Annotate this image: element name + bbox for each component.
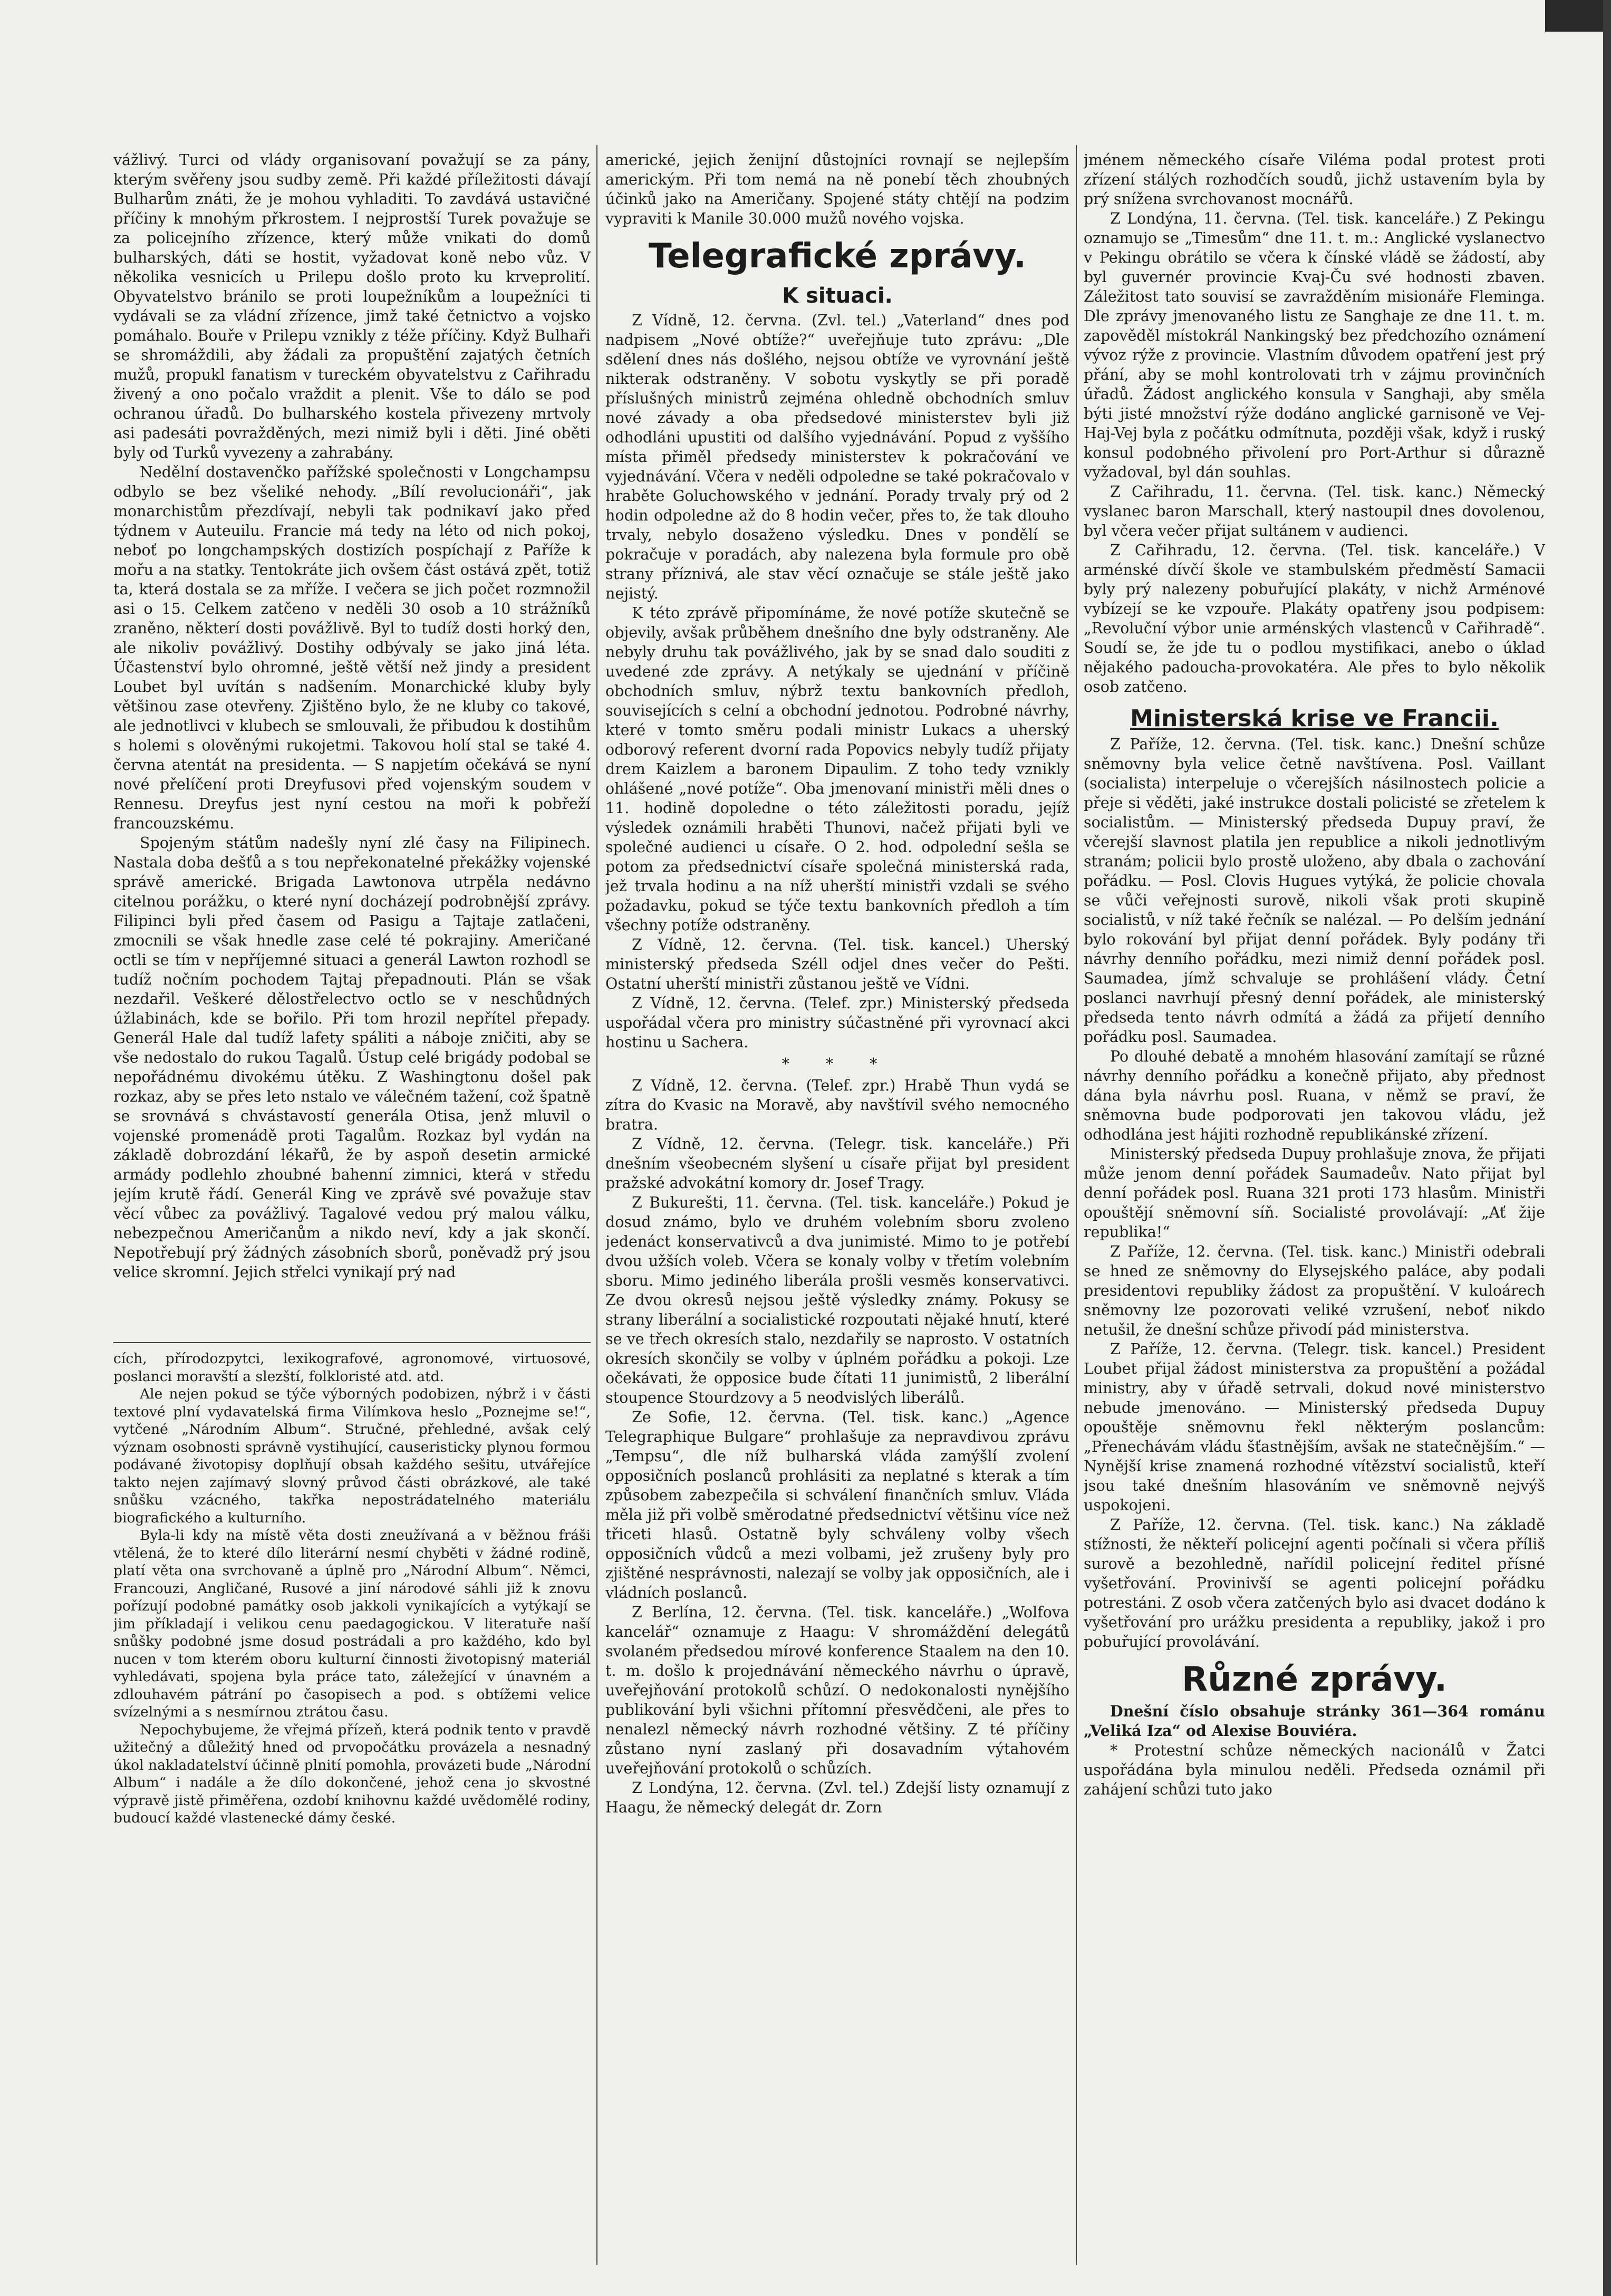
column-3 [1084, 150, 1545, 2254]
col2-paragraph: Z Vídně, 12. června. (Telef. zpr.) Ministerský předseda uspořádal včera pro ministry súčastněné při vyrovnací akci hostinu u Sachera. [605, 995, 1069, 1051]
col1-paragraph: Nedělní dostavenčko pařížské společnosti v Longchampsu odbylo se bez všeliké nehody. „Bílí revolucionáři“, jak monarchistům přezdívají, nebyli tak podnikaví jako před týdnem v Auteuilu. Francie má tedy na léto od nich pokoj, neboť po longchampských dostizích pospíchají z Paříže k mořu a na statky. Tentokráte jich ovšem část ostává zpět, totiž ta, která dostala se za mříže. I večera se jich počet rozmnožil asi o 15. Celkem zatčeno v neděli 30 osob a 10 strážníků zraněno, některí dosti povážlivě. Byl to tudíž dosti horký den, ale nikoliv povážlivý. Dostihy odbývaly se jako jiná léta. Účastenství bylo ohromné, ještě větší než jindy a president Loubet byl uvítán s nadšením. Monarchické kluby byly většinou zase otevřeny. Zjištěno bylo, že ne kluby co takové, ale jednotlivci v klubech se smlouvali, že přibudou k dostihům s holemi s olověnými rukojetmi. Takovou holí stal se také 4. června atentát na presidenta. — S napjetím očekává se nyní nové přelíčení proti Dreyfusovi před vojenským soudem v Rennesu. Dreyfus jest nyní cestou na moři k pobřeží francouzskému. [113, 464, 591, 832]
col3-paragraph: Z Paříže, 12. června. (Tel. tisk. kanc.) Na základě stížnosti, že někteří policejní agenti počínali si včera příliš surově a bezohledně, nařídil policejní ředitel přísné vyšetřování. Provinivší se agenti policejní pořádku potrestáni. Z osob včera zatčených bylo asi dvacet dodáno k vyšetřování pro urážku presidenta a republiky, jakož i pro pobuřující provolávání. [1084, 1516, 1545, 1651]
col3-paragraph: Dnešní číslo obsahuje stránky 361—364 románu „Veliká Iza“ od Alexise Bouviéra. [1084, 1702, 1545, 1740]
col2-paragraph: Ze Sofie, 12. června. (Tel. tisk. kanc.) „Agence Telegraphique Bulgare“ prohlašuje za nepravdivou zprávu „Tempsu“, dle níž bulharská vláda zamýšlí zvolení opposičních poslanců prohlásiti za neplatné s kterak a tím způsobem zabezpečila si schválení finančních smluv. Vláda měla již při volbě směrodatné předsednictví většinu více než třiceti hlasů. Ostatně byly schváleny volby všech opposičních vůdců a mezi volbami, jež zrušeny byly pro zjištěné nesprávnosti, nalezají se volby jak opposičních, ale i vládních poslanců. [605, 1409, 1069, 1602]
col3-paragraph: Z Cařihradu, 11. června. (Tel. tisk. kanc.) Německý vyslanec baron Marschall, který nastoupil dnes dovolenou, byl včera večer přijat sultánem v audienci. [1084, 483, 1545, 539]
col2-paragraph: Z Vídně, 12. června. (Telef. zpr.) Hrabě Thun vydá se zítra do Kvasic na Moravě, aby navštívil svého nemocného bratra. [605, 1077, 1069, 1134]
col1-lower-paragraph: Nepochybujeme, že vřejmá přízeň, která podnik tento v pravdě užitečný a důležitý hned od prvopočátku provázela a nesnadný úkol nakladatelství účinně plnití pomohla, provázeti bude „Národní Album“ i nadále a že dílo dokončené, jehož cena jo skvostné výpravě jistě přiměřena, ozdobí knihovnu každé uvědomělé rodiny, budoucí každé vlastenecké dámy české. [113, 1721, 591, 1826]
col1-lower-paragraph: Ale nejen pokud se týče výborných podobizen, nýbrž i v části textové plní vydavatelská firma Vilímkova heslo „Poznejme se!“, vytčené „Národním Album“. Stručné, přehledné, avšak celý význam osobnosti správně vystihující, causeristicky plynou formou podávané životopisy doplňují obsah každého sešitu, utvářejíce takto nejen zajímavý slovný průvod části obrázkové, ale také snůšku vzácného, takřka nepostrádatelného materiálu biografického a kulturního. [113, 1386, 591, 1526]
col3-paragraph: Z Paříže, 12. června. (Telegr. tisk. kancel.) President Loubet přijal žádost ministerstva za propuštění a požádal ministry, aby v úřadě setrvali, dokud nové ministerstvo nebude jmenováno. — Ministerský předseda Dupuy opouštěje sněmovnu řekl některým poslancům: „Přenechávám vládu šťastnějším, avšak ne statečnějším.“ — Nynější krise znamená rozhodné vítězství socialistů, kteří jsou také dnešním hlasováním ve sněmovně nejvýš uspokojeni. [1084, 1340, 1545, 1514]
section-heading-ministerial-crisis: Ministerská krise ve Francii. [1130, 705, 1499, 732]
column-divider-2 [1076, 145, 1077, 2265]
col2-paragraph: Z Vídně, 12. června. (Tel. tisk. kancel.) Uherský ministerský předseda Széll odjel dnes večer do Pešti. Ostatní uherští ministři zůstanou ještě ve Vídni. [605, 936, 1069, 993]
column-2 [605, 150, 1069, 2254]
col2-intro: americké, jejich ženijní důstojníci rovnají se nejlepším americkým. Při tom nemá na ně ponebí těch zhoubných účinků jako na Američany. Spojené státy chtějí na podzim vypraviti k Manile 30.000 mužů nového vojska. [605, 151, 1069, 227]
col2-paragraph: K této zprávě připomínáme, že nové potíže skutečně se objevily, avšak průběhem dnešního dne byly odstraněny. Ale nebyly druhu tak povážlivého, jak by se snad dalo souditi z uvedené zde zprávy. A netýkaly se ujednání v příčině obchodních smluv, nýbrž textu bankovních předloh, souvisejících s celní a obchodní jednotou. Podrobné návrhy, které v tomto směru podali ministr Lukacs a uherský odborový referent dvorní rada Popovics nebyly tudíž přijaty drem Kaizlem a baronem Dipaulim. Z toho tedy vznikly ohlášené „nové potíže“. Oba jmenovaní ministři měli dnes o 11. hodině dopoledne o této záležitosti poradu, jejíž výsledek oznámili hraběti Thunovi, načež přijati byli ve společné audienci u císaře. O 2. hod. odpolední sešla se potom za předsednictví císaře společná ministerská rada, jež trvala hodinu a na níž uherští ministři vzdali se svého požadavku, pokud se týče textu bankovních předloh a tím všechny potíže odstraněny. [605, 604, 1069, 934]
col2-paragraph: Z Vídně, 12. června. (Zvl. tel.) „Vaterland“ dnes pod nadpisem „Nové obtíže?“ uveřejňuje tuto zprávu: „Dle sdělení dnes nás došlého, nejsou obtíže ve vyrovnání ještě nikterak odstraněny. V sobotu vyskytly se při poradě příslušných ministrů zejména ohledně obchodních smluv nové závady a oba předsedové ministerstev byli již odhodláni upustiti od dalšího vyjednávání. Popud z vyššího místa přiměl předsedy ministerstev k pokračování ve vyjednávání. Včera v neděli odpoledne se také pokračovalo v hraběte Goluchowského v jednání. Porady trvaly prý od 2 hodin odpoledne až do 8 hodin večer, přes to, že tak dlouho trvaly, nebylo dosaženo výsledku. Dnes v pondělí se pokračuje v poradách, aby nalezena byla formule pro obě strany příznivá, ale stav věcí označuje se stále ještě jako nejistý. [605, 312, 1069, 603]
col3-paragraph: Z Londýna, 11. června. (Tel. tisk. kanceláře.) Z Pekingu oznamujo se „Timesům“ dne 11. t. m.: Anglické vyslanectvo v Pekingu obrátilo se včera k čínské vládě se žádostí, aby byl guvernér provincie Kvaj-Ču své hodnosti zbaven. Záležitost tato souvisí se zavražděním misionáře Fleminga. Dle zprávy jmenovaného listu ze Sanghaje ze dne 11. t. m. zapověděl místokrál Nankingský bez předchozího oznámení vývoz rýže z provincie. Vlastním důvodem opatření jest prý přání, aby se mohl kontrolovati trh v zájmu provinčních úřadů. Žádost anglického konsula v Sanghaji, aby směla býti jisté množství rýže dodáno anglické garnisoně ve Vej-Haj-Vej byla z počátku odmítnuta, později však, když i ruský konsul podobného přivolení pro Port-Arthur si důrazně vyžadoval, byl dán souhlas. [1084, 210, 1545, 481]
section-heading-telegrams: Telegrafické zprávy. [648, 237, 1027, 276]
col1-paragraph: vážlivý. Turci od vlády organisovaní považují se za pány, kterým svěřeny jsou sudby země. Při každé příležitosti dávají Bulharům znáti, že je mohou vyhladiti. To zavdává ustavičné příčiny k mnohým přkrostem. I nejprostší Turek považuje se za policejního zřízence, který může vnikati do domů bulharských, dáti se hostit, vyžadovat koně nebo vůz. V několika vesnicích u Prilepu došlo proto ku krveprolití. Obyvatelstvo bránilo se proti loupežníkům a loupežníci ti vydávali se za vládní zřízence, jimž také četnictvo a vojsko pomáhalo. Bouře v Prilepu vznikly z téže příčiny. Když Bulhaři se shromáždili, aby žádali za propuštění zajatých četních mužů, propukl fanatism v tureckém obyvatelstvu z Cařihradu živený a ono počalo vraždit a plenit. Vše to dálo se pod ochranou úřadů. Do bulharského kostela přivezeny mrtvoly asi padesáti povražděných, mezi nimiž byli i děti. Jiné oběti byly od Turků vyvezeny a zahrabány. [113, 151, 591, 461]
col1-paragraph: Spojeným státům nadešly nyní zlé časy na Filipinech. Nastala doba dešťů a s tou nepřekonatelné překážky vojenské správě americké. Brigada Lawtonova utrpěla nedávno citelnou porážku, o které nyní docházejí podrobnější zprávy. Filipinci byli před časem od Pasigu a Tajtaje zatlačeni, zmocnili se však hnedle zase celé té pokrajiny. Američané octli se tím v nepříjemné situaci a generál Lawton rozhodl se tudíž nočním pochodem Tajtaj přepadnouti. Plán se však nezdařil. Veškeré dělostřelectvo octlo se v neschůdných úžlabinách, kde se bořilo. Při tom hrozil nepřítel přepady. Generál Hale dal tudíž lafety spáliti a náboje zničiti, aby se vše nedostalo do rukou Tagalů. Ústup celé brigády podobal se nepořádnému divokému útěku. Z Washingtonu došel pak rozkaz, aby se přes leto nstalo ve válečném tažení, což špatně se srovnává s chvástavostí generála Otisa, jenž mluvil o vojenské promenádě proti Tagalům. Rozkaz byl vydán na základě dobrozdání lékařů, že by aspoň desetin armické armády podlehlo zhoubné bahenní zimnici, která v středu jejím krutě řádí. Generál King ve zprávě své považuje stav věcí vůbec za povážlivý. Tagalové vedou prý malou válku, nebezpečnou Američanům a nikdo neví, kdy a jak skončí. Nepotřebují prý žádných zásobních sborů, poněvadž prý jsou velice skromní. Jejich střelci vynikají prý nad [113, 834, 591, 1281]
section-subheading-situation: K situaci. [782, 284, 893, 308]
column-divider-1 [596, 145, 597, 2265]
col2-paragraph: Z Vídně, 12. června. (Telegr. tisk. kanceláře.) Při dnešním všeobecném slyšení u císaře přijat byl president pražské advokátní komory dr. Josef Tragy. [605, 1135, 1069, 1192]
scan-edge-top [1545, 0, 1611, 32]
col2-paragraph: Z Berlína, 12. června. (Tel. tisk. kanceláře.) „Wolfova kancelář“ oznamuje z Haagu: V shromáždění delegátů svolaném předsedou mírové konference Staalem na den 10. t. m. došlo k projednávání německého návrhu o úpravě, uveřejňování protokolů schůzí. O nedokonalosti nynějšího publikování byli všichni přítomní přesvědčeni, ale přes to nenalezl německý návrh rozhodné většiny. Z té příčiny zůstano nyní zaslaný při dosavadním výtahovém uveřejňování protokolů o schůzích. [605, 1604, 1069, 1778]
col1-lower-paragraph: cích, přírodozpytci, lexikografové, agronomové, virtuosové, poslanci moravští a slezští, folkloristé atd. atd. [113, 1350, 591, 1385]
section-heading-various-news: Různé zprávy. [1181, 1660, 1448, 1700]
col3-paragraph: * Protestní schůze německých nacionálů v Žatci uspořádána byla minulou neděli. Předseda oznámil při zahájení schůzi tuto jako [1084, 1741, 1545, 1798]
column-1-lower [113, 1350, 591, 2254]
scan-edge-right [1603, 0, 1611, 2296]
col1-lower-paragraph: Byla-li kdy na místě věta dosti zneužívaná a v běžnou fráši vtělená, že to které dílo literární nesmí chyběti v žádné rodině, platí věta ona svrchovaně a úplně pro „Národní Album“. Němci, Francouzi, Angličané, Rusové a jiní národové sáhli již k znovu pořízují podobné památky osob jakkoli vynikajících a vytýkají se jim příkladají i velikou cenu paedagogickou. V literatuře naší snůšky podobné jsme dosud postrádali a pro každého, kdo byl nucen v tom kterém oboru kulturní činnosti životopisný materiál vyhledávati, spojena byla práce tato, záležející v únavném a zdlouhavém pátrání po časopisech a pod. s obtížemi velice svízelnými a s nesmírnou ztrátou času. [113, 1527, 591, 1720]
col3-paragraph: Z Cařihradu, 12. června. (Tel. tisk. kanceláře.) V arménské dívčí škole ve stambulském předměstí Samacii byly prý nalezeny pobuřující plakáty, v nichž Arménové vybízejí se ke vzpouře. Plakáty opatřeny jsou podpisem: „Revoluční výbor unie arménských vlastenců v Cařihradě“. Soudí se, že jde tu o podlou mystifikaci, anebo o úklad nějakého padoucha-provokatéra. Ale přes to bylo několik osob zatčeno. [1084, 542, 1545, 696]
col3-paragraph: Z Paříže, 12. června. (Tel. tisk. kanc.) Dnešní schůze sněmovny byla velice četně navštívena. Posl. Vaillant (socialista) interpeluje o včerejších násilnostech policie a přeje si věděti, jaké instrukce dostali policisté se zřetelem k socialistům. — Ministerský předseda Dupuy praví, že včerejší slavnost platila jen republice a nikoli jednotlivým stranám; policii bylo prostě uloženo, aby dbala o zachování pořádku. — Posl. Clovis Hugues vytýká, že policie chovala se vůči veřejnosti surově, nikoli však proti skupině socialistů, v níž také řečník se nalézal. — Po delším jednání bylo rokování byl přijat denní pořádek. Byly podány tři návrhy denního pořádku, mezi nimiž denní pořádek posl. Saumadea, jímž schvaluje se prohlášení vlády. Četní poslanci navrhují přesný denní pořádek, ale ministerský předseda tento návrh odmítá a žádá za přijetí denního pořádku posl. Saumadea. [1084, 736, 1545, 1046]
col3-paragraph: Po dlouhé debatě a mnohém hlasování zamítají se různé návrhy denního pořádku a konečně přijato, aby přednost dána byla návrhu posl. Ruana, v němž se praví, že sněmovna bude podporovati jen takovou vládu, jež odhodlána jest hájiti rozhodně republikánské zřízení. [1084, 1048, 1545, 1144]
col2-paragraph: Z Londýna, 12. června. (Zvl. tel.) Zdejší listy oznamují z Haagu, že německý delegát dr. Zorn [605, 1779, 1069, 1817]
col3-paragraph: Z Paříže, 12. června. (Tel. tisk. kanc.) Ministři odebrali se hned ze sněmovny do Elysejského paláce, aby podali presidentovi republiky žádost za propuštění. V kuloárech sněmovny lze pozorovati veliké vzrušení, neboť nikdo netušil, že dnešní schůze přivodí pád ministerstva. [1084, 1243, 1545, 1339]
col3-paragraph: Ministerský předseda Dupuy prohlašuje znova, že přijati může jenom denní pořádek Saumadeův. Nato přijat byl denní pořádek posl. Ruana 321 proti 173 hlasům. Ministři opouštějí sněmovní síň. Socialisté provolávají: „Ať žije republika!“ [1084, 1145, 1545, 1241]
col3-paragraph: jménem německého císaře Viléma podal protest proti zřízení stálých rozhodčích soudů, jichž ustavením byla by prý snížena svrchovanost mocnářů. [1084, 151, 1545, 208]
col2-paragraph: Z Bukurešti, 11. června. (Tel. tisk. kanceláře.) Pokud je dosud známo, bylo ve druhém volebním sboru zvoleno jedenáct konservativců a dva junimisté. Mimo to je potřebí dvou užších voleb. Včera se konaly volby v třetím volebním sboru. Mimo jediného liberála prošli vesměs konservativci. Ze dvou okresů nejsou ještě výsledky známy. Pokusy se strany liberální a socialistické rozpoutati nějaké hnutí, které se ve třech okresích stalo, nezdařily se naprosto. V ostatních okresích skončily se volby v úplném pořádku a pokoji. Lze očekávati, že opposice bude čítati 11 junimistů, 2 liberální stoupence Stourdzovy a 5 neodvislých liberálů. [605, 1194, 1069, 1407]
ornament-stars: * * * [782, 1055, 893, 1073]
